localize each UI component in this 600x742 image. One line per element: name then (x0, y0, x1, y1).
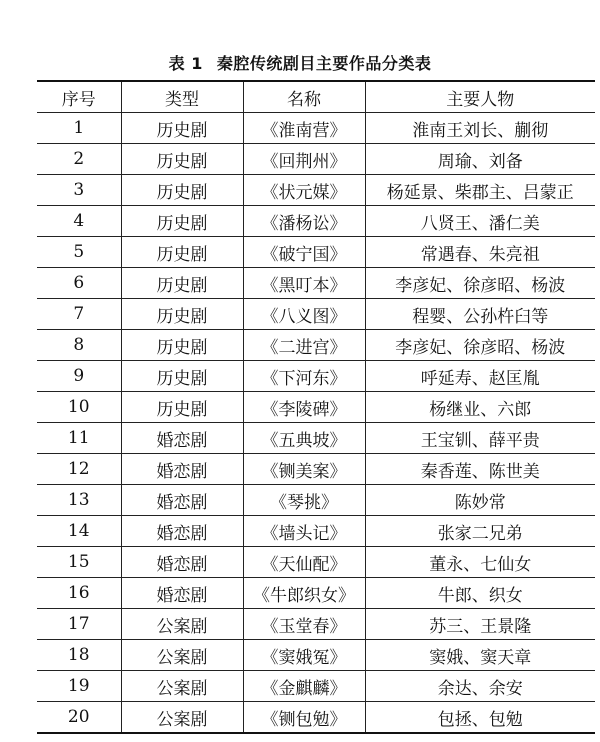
table-row (37, 609, 595, 640)
cell-name: 《五典坡》 (243, 423, 365, 454)
header-type: 类型 (121, 81, 243, 113)
table-row (37, 237, 595, 268)
table-row (37, 640, 595, 671)
cell-characters: 程婴、公孙杵臼等 (365, 299, 595, 330)
cell-type: 婚恋剧 (121, 454, 243, 485)
table-row (37, 330, 595, 361)
cell-no: 20 (37, 702, 121, 734)
table-body (37, 113, 595, 734)
cell-type: 公案剧 (121, 640, 243, 671)
header-no: 序号 (37, 81, 121, 113)
table-row (37, 206, 595, 237)
table-row (37, 299, 595, 330)
cell-name: 《天仙配》 (243, 547, 365, 578)
cell-no: 4 (37, 206, 121, 237)
table-row (37, 113, 595, 144)
cell-type: 婚恋剧 (121, 547, 243, 578)
cell-characters: 淮南王刘长、蒯彻 (365, 113, 595, 144)
table-row (37, 485, 595, 516)
cell-type: 婚恋剧 (121, 578, 243, 609)
table-row (37, 175, 595, 206)
cell-name: 《黑叮本》 (243, 268, 365, 299)
table-row (37, 423, 595, 454)
cell-name: 《八义图》 (243, 299, 365, 330)
cell-no: 18 (37, 640, 121, 671)
cell-characters: 周瑜、刘备 (365, 144, 595, 175)
table-row (37, 144, 595, 175)
cell-type: 婚恋剧 (121, 423, 243, 454)
cell-no: 9 (37, 361, 121, 392)
table-caption (0, 54, 600, 74)
repertoire-table (37, 80, 595, 734)
cell-characters: 常遇春、朱亮祖 (365, 237, 595, 268)
table-row (37, 671, 595, 702)
cell-characters: 王宝钏、薛平贵 (365, 423, 595, 454)
cell-no: 1 (37, 113, 121, 144)
cell-no: 8 (37, 330, 121, 361)
table-row (37, 361, 595, 392)
table-number: 表 1 (168, 54, 203, 73)
table-row (37, 547, 595, 578)
cell-no: 17 (37, 609, 121, 640)
table-row (37, 578, 595, 609)
cell-name: 《窦娥冤》 (243, 640, 365, 671)
table-title: 秦腔传统剧目主要作品分类表 (216, 54, 432, 73)
cell-type: 公案剧 (121, 671, 243, 702)
cell-no: 12 (37, 454, 121, 485)
cell-type: 历史剧 (121, 299, 243, 330)
cell-type: 历史剧 (121, 206, 243, 237)
cell-characters: 张家二兄弟 (365, 516, 595, 547)
cell-characters: 杨继业、六郎 (365, 392, 595, 423)
cell-name: 《破宁国》 (243, 237, 365, 268)
cell-type: 公案剧 (121, 702, 243, 734)
cell-no: 6 (37, 268, 121, 299)
cell-name: 《李陵碑》 (243, 392, 365, 423)
cell-name: 《状元媒》 (243, 175, 365, 206)
cell-no: 14 (37, 516, 121, 547)
cell-name: 《铡包勉》 (243, 702, 365, 734)
cell-no: 13 (37, 485, 121, 516)
cell-name: 《琴挑》 (243, 485, 365, 516)
cell-characters: 李彦妃、徐彦昭、杨波 (365, 330, 595, 361)
cell-name: 《金麒麟》 (243, 671, 365, 702)
cell-name: 《牛郎织女》 (243, 578, 365, 609)
cell-no: 3 (37, 175, 121, 206)
cell-characters: 八贤王、潘仁美 (365, 206, 595, 237)
cell-name: 《回荆州》 (243, 144, 365, 175)
table-row (37, 516, 595, 547)
cell-characters: 苏三、王景隆 (365, 609, 595, 640)
cell-type: 婚恋剧 (121, 516, 243, 547)
cell-characters: 董永、七仙女 (365, 547, 595, 578)
cell-type: 历史剧 (121, 330, 243, 361)
cell-characters: 呼延寿、赵匡胤 (365, 361, 595, 392)
cell-characters: 包拯、包勉 (365, 702, 595, 734)
cell-no: 15 (37, 547, 121, 578)
cell-characters: 牛郎、织女 (365, 578, 595, 609)
cell-no: 10 (37, 392, 121, 423)
cell-no: 11 (37, 423, 121, 454)
table-row (37, 454, 595, 485)
cell-characters: 窦娥、窦天章 (365, 640, 595, 671)
cell-name: 《下河东》 (243, 361, 365, 392)
cell-type: 历史剧 (121, 268, 243, 299)
table-row (37, 268, 595, 299)
table-header (37, 81, 595, 113)
cell-type: 婚恋剧 (121, 485, 243, 516)
cell-type: 历史剧 (121, 175, 243, 206)
cell-characters: 陈妙常 (365, 485, 595, 516)
cell-type: 公案剧 (121, 609, 243, 640)
cell-no: 7 (37, 299, 121, 330)
cell-name: 《铡美案》 (243, 454, 365, 485)
header-name: 名称 (243, 81, 365, 113)
cell-name: 《潘杨讼》 (243, 206, 365, 237)
cell-type: 历史剧 (121, 144, 243, 175)
cell-characters: 杨延景、柴郡主、吕蒙正 (365, 175, 595, 206)
table-row (37, 702, 595, 734)
cell-characters: 李彦妃、徐彦昭、杨波 (365, 268, 595, 299)
cell-no: 19 (37, 671, 121, 702)
table-row (37, 392, 595, 423)
cell-name: 《玉堂春》 (243, 609, 365, 640)
cell-no: 16 (37, 578, 121, 609)
cell-type: 历史剧 (121, 361, 243, 392)
cell-name: 《淮南营》 (243, 113, 365, 144)
cell-characters: 余达、余安 (365, 671, 595, 702)
cell-name: 《墙头记》 (243, 516, 365, 547)
cell-type: 历史剧 (121, 237, 243, 268)
cell-no: 2 (37, 144, 121, 175)
cell-type: 历史剧 (121, 113, 243, 144)
header-row (37, 81, 595, 113)
cell-name: 《二进宫》 (243, 330, 365, 361)
cell-type: 历史剧 (121, 392, 243, 423)
header-characters: 主要人物 (365, 81, 595, 113)
cell-no: 5 (37, 237, 121, 268)
cell-characters: 秦香莲、陈世美 (365, 454, 595, 485)
